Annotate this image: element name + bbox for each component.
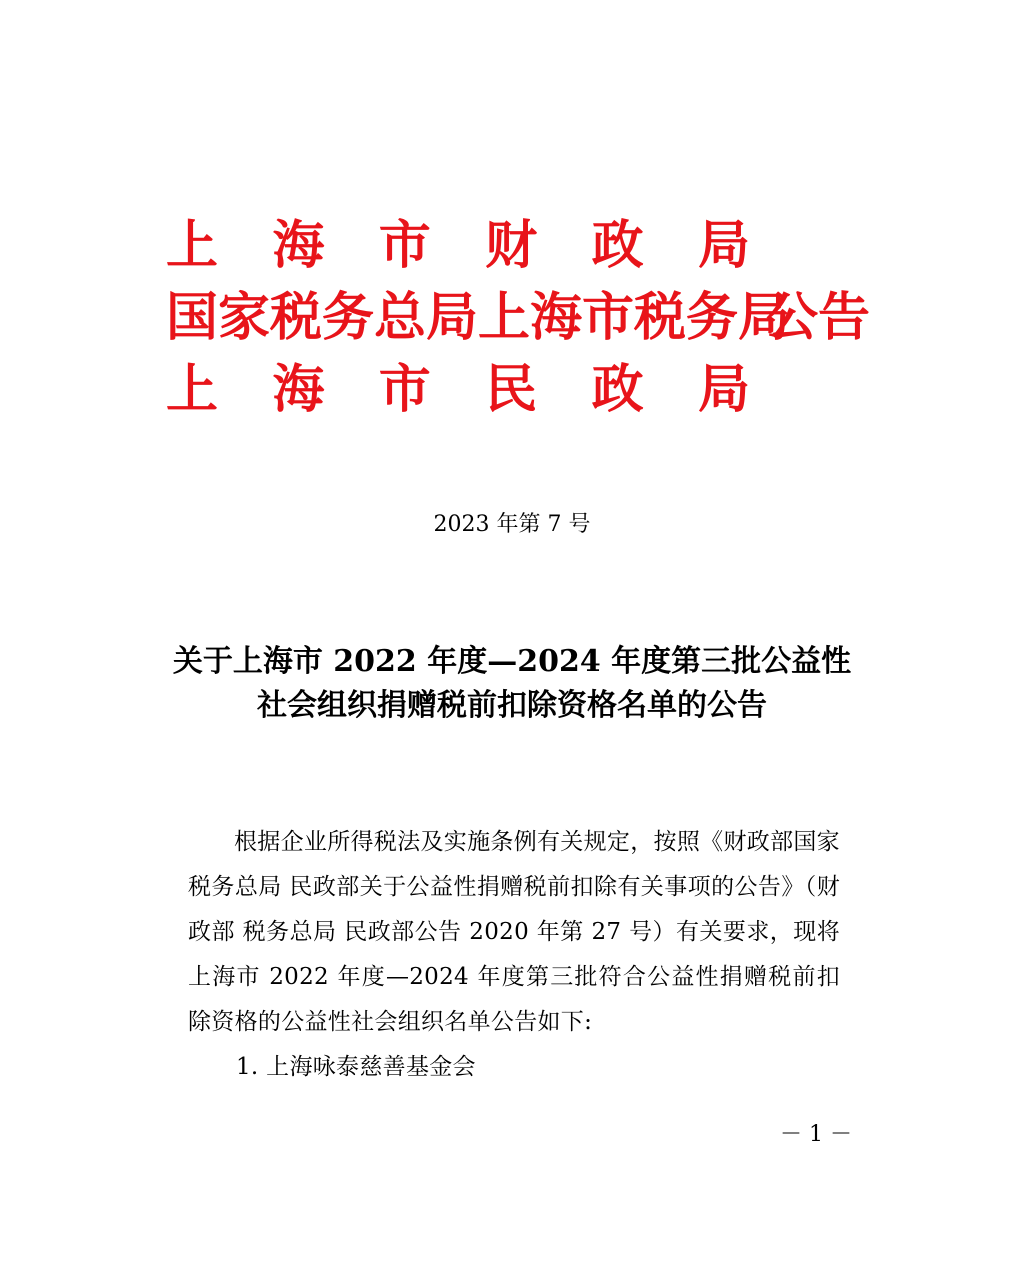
masthead-char: 政 <box>591 216 644 276</box>
page-number: － 1 － <box>780 1122 852 1147</box>
masthead-char: 政 <box>591 360 644 420</box>
masthead-char: 海 <box>272 360 325 420</box>
masthead-char: 上 <box>166 216 219 276</box>
masthead-char: 民 <box>485 360 538 420</box>
document-title-line-2: 社会组织捐赠税前扣除资格名单的公告 <box>257 688 767 723</box>
masthead-char: 市 <box>378 360 431 420</box>
masthead-char: 海 <box>272 216 325 276</box>
masthead-civil-affairs-bureau <box>166 358 750 422</box>
masthead-char: 局 <box>697 360 750 420</box>
masthead-char: 局 <box>697 216 750 276</box>
masthead-char: 财 <box>485 216 538 276</box>
red-masthead <box>166 214 871 420</box>
masthead-announcement-word: 公告 <box>766 288 871 348</box>
document-body <box>188 820 840 1090</box>
body-paragraph: 根据企业所得税法及实施条例有关规定，按照《财政部国家税务总局 民政部关于公益性捐赠税前扣除有关事项的公告》（财政部 税务总局 民政部公告 2020 年第 27 号）有关要求，现将上海市 2022 年度—2024 年度第三批符合公益性捐赠税前扣除资格的公益性社会组织名单公告如下: <box>188 829 840 1035</box>
masthead-tax-bureau: 国家税务总局上海市税务局 <box>166 288 791 348</box>
masthead-char: 上 <box>166 360 219 420</box>
masthead-finance-bureau <box>166 214 750 278</box>
masthead-char: 市 <box>378 216 431 276</box>
document-title <box>160 640 864 728</box>
list-item: 1. 上海咏泰慈善基金会 <box>236 1054 476 1080</box>
document-number: 2023 年第 7 号 <box>433 512 591 537</box>
document-title-line-1: 关于上海市 2022 年度—2024 年度第三批公益性 <box>172 644 852 679</box>
